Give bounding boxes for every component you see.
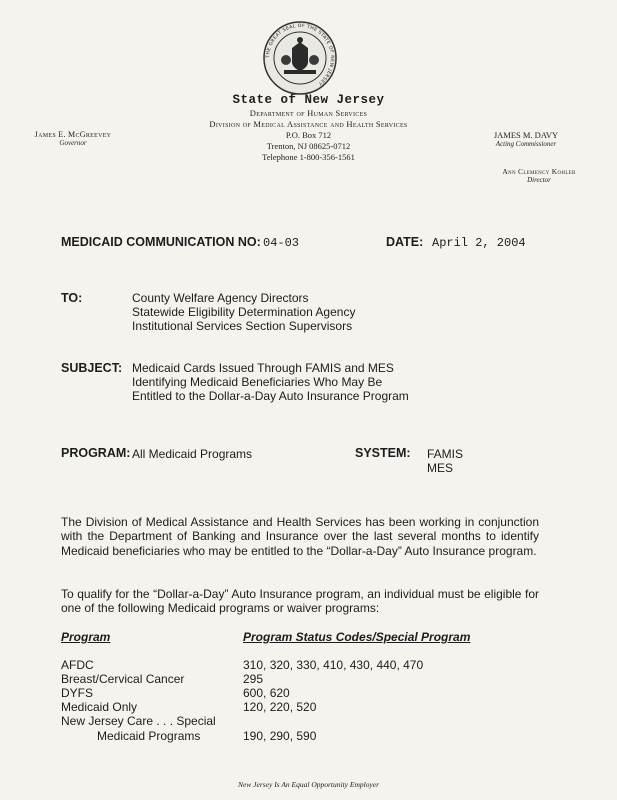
subject-line: Entitled to the Dollar-a-Day Auto Insurance Program [132,389,409,403]
table-row [61,672,541,686]
communication-label: MEDICAID COMMUNICATION NO: [61,235,261,249]
row-codes: 190, 290, 590 [243,729,317,743]
subject-line: Identifying Medicaid Beneficiaries Who May Be [132,375,383,389]
table-row [61,686,541,700]
subject-text [132,361,409,403]
recipient-line: Statewide Eligibility Determination Agency [132,305,356,319]
svg-text:THE GREAT SEAL OF THE STATE OF: THE GREAT SEAL OF THE STATE OF NEW JERSEY [265,23,335,86]
subject-line: Medicaid Cards Issued Through FAMIS and MES [132,361,394,375]
telephone: Telephone 1-800-356-1561 [262,152,355,162]
table-row [61,700,541,714]
system-value: FAMIS [427,447,464,461]
table-header-codes: Program Status Codes/Special Program [243,630,471,644]
to-recipients [132,291,355,333]
row-codes: 120, 220, 520 [243,700,317,714]
director-name: Ann Clemency Kohler [502,167,576,176]
commissioner-name: JAMES M. DAVY [493,130,559,140]
state-seal-logo [262,20,338,96]
date-value: April 2, 2004 [432,236,526,250]
row-codes: 600, 620 [243,686,290,700]
state-title: State of New Jersey [232,93,385,107]
body-paragraph-1: The Division of Medical Assistance and Health Services has been working in conjunction with the Department of Banking and Insurance over the last several months to identify Medicaid beneficiaries who may be entitled to the “Dollar-a-Day” Auto Insurance program. [61,515,539,558]
row-program: Breast/Cervical Cancer [61,672,185,686]
division-name: Division of Medical Assistance and Health Services [209,119,408,129]
row-program: Medicaid Programs [97,729,201,743]
body-paragraph-2: To qualify for the “Dollar-a-Day” Auto Insurance program, an individual must be eligible for one of the following Medicaid programs or waiver programs: [61,587,539,616]
table-row [61,658,541,672]
row-program: New Jersey Care . . . Special [61,714,216,728]
director-title: Director [527,176,551,184]
subject-label: SUBJECT: [61,361,123,375]
system-value: MES [427,461,454,475]
recipient-line: Institutional Services Section Supervisors [132,319,353,333]
program-label: PROGRAM: [61,446,131,460]
commissioner-title: Acting Commissioner [495,140,557,148]
commissioner-block [466,130,586,148]
table-header-program: Program [61,630,111,644]
city-address: Trenton, NJ 08625-0712 [266,141,351,151]
governor-title: Governor [59,139,87,147]
po-box: P.O. Box 712 [285,130,332,140]
to-label: TO: [61,291,83,305]
table-row [61,714,541,728]
date-label: DATE: [386,235,424,249]
row-program: DYFS [61,686,94,700]
governor-block [18,130,128,147]
program-value: All Medicaid Programs [132,447,253,461]
system-label: SYSTEM: [355,446,411,460]
communication-number: 04-03 [263,236,300,250]
system-values [427,447,463,475]
governor-name: James E. McGreevey [34,130,112,139]
table-row [61,729,541,743]
row-program: Medicaid Only [61,700,138,714]
director-block [484,167,594,184]
row-codes: 310, 320, 330, 410, 430, 440, 470 [243,658,424,672]
recipient-line: County Welfare Agency Directors [132,291,309,305]
row-codes: 295 [243,672,264,686]
footer-text: New Jersey Is An Equal Opportunity Employer [237,780,380,789]
department-name: Department of Human Services [249,108,368,118]
row-program: AFDC [61,658,94,672]
